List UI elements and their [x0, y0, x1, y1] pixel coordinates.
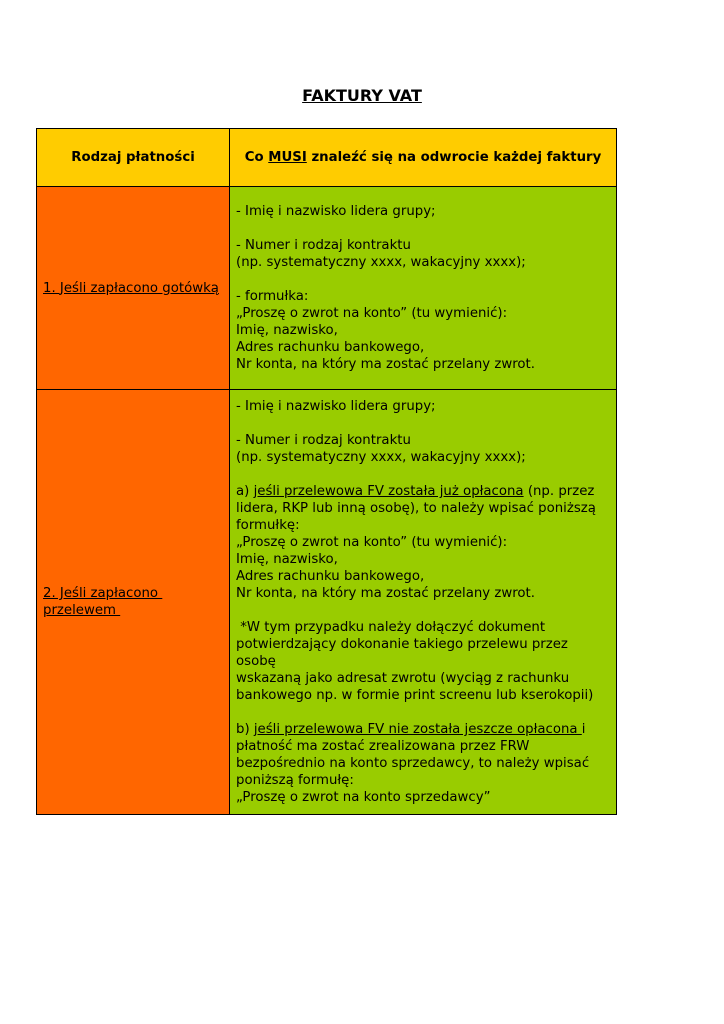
text-line: - Imię i nazwisko lidera grupy; [236, 204, 436, 219]
text-line: Adres rachunku bankowego, [236, 569, 425, 584]
page-title: FAKTURY VAT [302, 86, 422, 105]
note-line: *W tym przypadku należy dołączyć dokument [236, 620, 546, 635]
text-line: Imię, nazwisko, [236, 552, 338, 567]
note-line: bankowego np. w formie print screenu lub kserokopii) [236, 688, 594, 703]
text-line: „Proszę o zwrot na konto sprzedawcy” [236, 790, 491, 805]
transfer-requirements [230, 390, 617, 815]
text-line: poniższą formułę: [236, 773, 354, 788]
option-b-condition: jeśli przelewowa FV nie została jeszcze opłacona [253, 722, 582, 737]
option-a-line [236, 483, 610, 500]
option-a-rest: (np. przez [523, 484, 595, 499]
cash-requirements [230, 187, 617, 390]
text-line: lidera, RKP lub inną osobę), to należy wpisać poniższą [236, 501, 596, 516]
text-line: „Proszę o zwrot na konto” (tu wymienić): [236, 535, 508, 550]
table-row [37, 187, 617, 390]
text-line: - formułka: [236, 289, 309, 304]
option-b-line [236, 721, 610, 738]
text-line: „Proszę o zwrot na konto” (tu wymienić): [236, 306, 508, 321]
transfer-label-line2: przelewem [43, 603, 121, 618]
option-b-rest: i [581, 722, 586, 737]
text-line: - Numer i rodzaj kontraktu [236, 433, 411, 448]
payment-type-transfer [37, 390, 230, 815]
text-line: - Imię i nazwisko lidera grupy; [236, 399, 436, 414]
text-line: Imię, nazwisko, [236, 323, 338, 338]
option-a-prefix: a) [236, 484, 254, 499]
header-text-post: znaleźć się na odwrocie każdej faktury [306, 150, 602, 165]
note-line: wskazaną jako adresat zwrotu (wyciąg z rachunku [236, 671, 570, 686]
table-header-row [37, 129, 617, 187]
header-text-emphasis: MUSI [268, 150, 307, 165]
header-text-pre: Co [244, 150, 269, 165]
text-line: Nr konta, na który ma zostać przelany zwrot. [236, 357, 535, 372]
text-line: bezpośrednio na konto sprzedawcy, to należy wpisać [236, 756, 590, 771]
note-line: potwierdzający dokonanie takiego przelewu przez osobę [236, 637, 573, 669]
option-b-prefix: b) [236, 722, 254, 737]
option-a-condition: jeśli przelewowa FV została już opłacona [253, 484, 524, 499]
payment-type-cash [37, 187, 230, 390]
text-line: płatność ma zostać zrealizowana przez FRW [236, 739, 530, 754]
text-line: (np. systematyczny xxxx, wakacyjny xxxx); [236, 450, 526, 465]
transfer-label-line1: 2. Jeśli zapłacono [43, 586, 163, 601]
text-line: formułkę: [236, 518, 300, 533]
header-required-info [230, 129, 617, 187]
table-row [37, 390, 617, 815]
text-line: Adres rachunku bankowego, [236, 340, 425, 355]
text-line: Nr konta, na który ma zostać przelany zwrot. [236, 586, 535, 601]
cash-label: 1. Jeśli zapłacono gotówką [43, 280, 219, 296]
text-line: - Numer i rodzaj kontraktu [236, 238, 411, 253]
invoice-table [36, 128, 617, 815]
header-payment-type: Rodzaj płatności [37, 129, 230, 187]
text-line: (np. systematyczny xxxx, wakacyjny xxxx); [236, 255, 526, 270]
